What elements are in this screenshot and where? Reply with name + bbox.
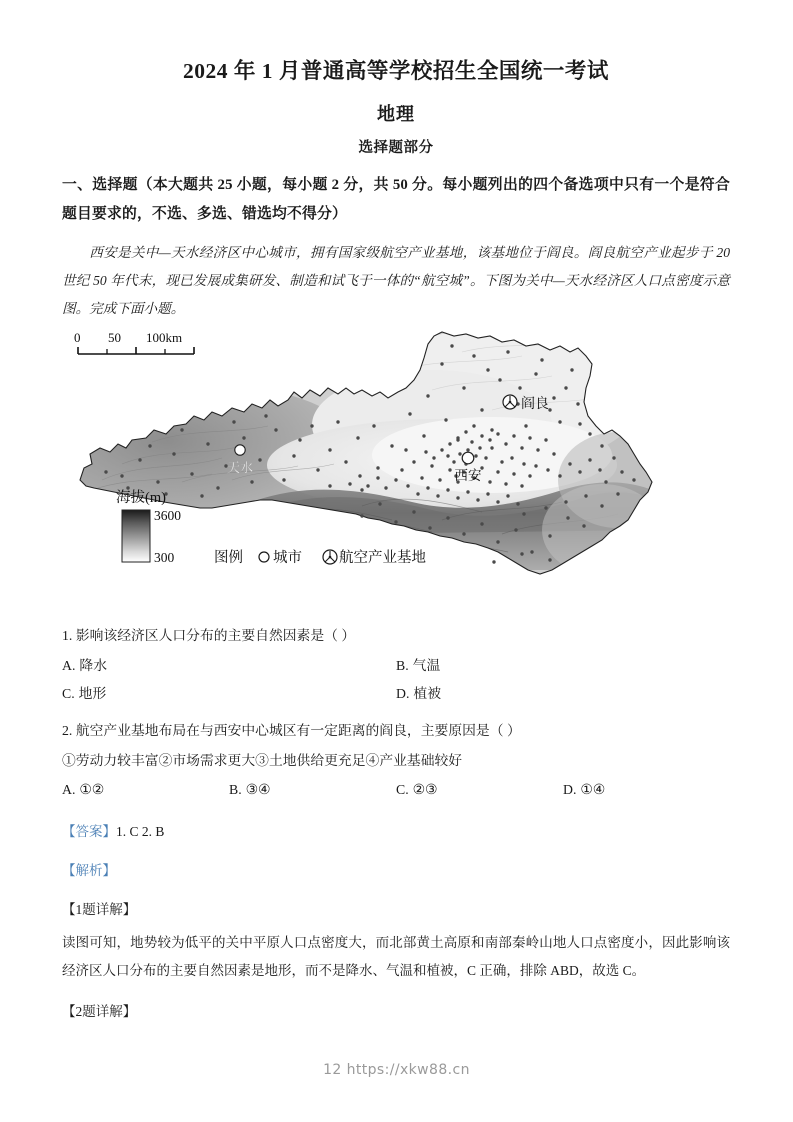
map-terrain bbox=[62, 330, 730, 612]
legend-base-label: 航空产业基地 bbox=[339, 550, 426, 567]
detail-1-heading: 【1题详解】 bbox=[62, 901, 137, 917]
legend-city-label: 城市 bbox=[273, 550, 302, 567]
option-a-label: A. bbox=[62, 657, 76, 673]
subject-title: 地理 bbox=[377, 104, 415, 125]
reading-passage: 西安是关中—天水经济区中心城市，拥有国家级航空产业基地，该基地位于阎良。阎良航空产业起步于 20 世纪 50 年代末，现已发展成集研发、制造和试飞于一体的“航空城”。下图为关中—天水经济区人口点密度示意图。完成下面小题。 bbox=[62, 244, 730, 316]
map-label-xian: 西安 bbox=[454, 468, 482, 484]
elevation-legend-title: 海拔(m) bbox=[116, 490, 166, 507]
option-a-text: ①② bbox=[79, 782, 105, 798]
map-label-tianshui: 天水 bbox=[226, 460, 254, 476]
option-a-text: 降水 bbox=[79, 657, 108, 673]
option-d-label: D. bbox=[563, 782, 577, 798]
option-c-text: ②③ bbox=[412, 782, 438, 798]
aviation-base-icon bbox=[503, 395, 517, 409]
question-1-options-row-2 bbox=[62, 680, 730, 708]
map-marker-yanliang bbox=[503, 395, 549, 412]
map-label-yanliang: 阎良 bbox=[521, 397, 549, 413]
option-b-label: B. bbox=[229, 782, 242, 798]
map-legend bbox=[214, 548, 426, 566]
elevation-max-label: 3600 bbox=[154, 508, 181, 524]
question-1-option-d[interactable] bbox=[396, 680, 730, 708]
detail-2-heading: 【2题详解】 bbox=[62, 1003, 137, 1019]
question-1-options-row-1 bbox=[62, 652, 730, 680]
question-1-option-b[interactable] bbox=[396, 652, 730, 680]
option-b-label: B. bbox=[396, 657, 409, 673]
question-2-option-b[interactable] bbox=[229, 776, 396, 804]
map-svg bbox=[62, 330, 730, 612]
question-2-stem: 航空产业基地布局在与西安中心城区有一定距离的阎良，主要原因是（ ） bbox=[75, 723, 521, 739]
section-title: 选择题部分 bbox=[358, 140, 434, 157]
city-symbol-icon bbox=[259, 552, 269, 562]
option-c-text: 地形 bbox=[78, 685, 107, 701]
legend-title: 图例 bbox=[214, 550, 243, 567]
option-d-label: D. bbox=[396, 685, 410, 701]
option-d-text: 植被 bbox=[413, 685, 442, 701]
analysis-line bbox=[62, 857, 730, 884]
section-instructions: 一、选择题（本大题共 25 小题，每小题 2 分，共 50 分。每小题列出的四个备选项中只有一个是符合题目要求的，不选、多选、错选均不得分） bbox=[62, 177, 730, 222]
page-footer: 12 https://xkw88.cn bbox=[323, 1062, 470, 1078]
scale-tick-0: 0 bbox=[74, 330, 81, 346]
option-c-label: C. bbox=[396, 782, 409, 798]
option-d-text: ①④ bbox=[580, 782, 606, 798]
answer-tag: 【答案】 bbox=[62, 823, 116, 839]
question-1-number: 1. bbox=[62, 628, 73, 644]
question-2-sub-items: ①劳动力较丰富②市场需求更大③土地供给更充足④产业基础较好 bbox=[62, 752, 463, 768]
scale-bar bbox=[74, 330, 194, 354]
question-2-option-c[interactable] bbox=[396, 776, 563, 804]
detail-1-body: 读图可知，地势较为低平的关中平原人口点密度大，而北部黄土高原和南部秦岭山地人口点密度小，因此影响该经济区人口分布的主要自然因素是地形，而不是降水、气温和植被，C 正确，排除 ABD，故选 C。 bbox=[62, 934, 730, 979]
elevation-min-label: 300 bbox=[154, 550, 175, 566]
question-2-option-d[interactable] bbox=[563, 776, 730, 804]
analysis-tag: 【解析】 bbox=[62, 862, 116, 878]
option-c-label: C. bbox=[62, 685, 75, 701]
option-a-label: A. bbox=[62, 782, 76, 798]
question-1-option-c[interactable] bbox=[62, 680, 396, 708]
question-1-option-a[interactable] bbox=[62, 652, 396, 680]
question-2 bbox=[62, 717, 730, 745]
question-1-stem: 影响该经济区人口分布的主要自然因素是（ ） bbox=[75, 628, 356, 644]
page-content bbox=[62, 56, 730, 1025]
question-2-number: 2. bbox=[62, 723, 73, 739]
scale-tick-50: 50 bbox=[108, 330, 121, 346]
question-2-options-row bbox=[62, 776, 730, 804]
map-figure bbox=[62, 330, 730, 612]
option-b-text: ③④ bbox=[245, 782, 271, 798]
answer-text: 1. C 2. B bbox=[116, 823, 165, 839]
question-2-option-a[interactable] bbox=[62, 776, 229, 804]
question-1 bbox=[62, 622, 730, 650]
answer-line bbox=[62, 818, 730, 845]
scale-tick-100: 100km bbox=[146, 330, 183, 346]
legend-aviation-base-icon bbox=[323, 550, 337, 564]
page-title: 2024 年 1 月普通高等学校招生全国统一考试 bbox=[183, 59, 609, 83]
option-b-text: 气温 bbox=[412, 657, 441, 673]
